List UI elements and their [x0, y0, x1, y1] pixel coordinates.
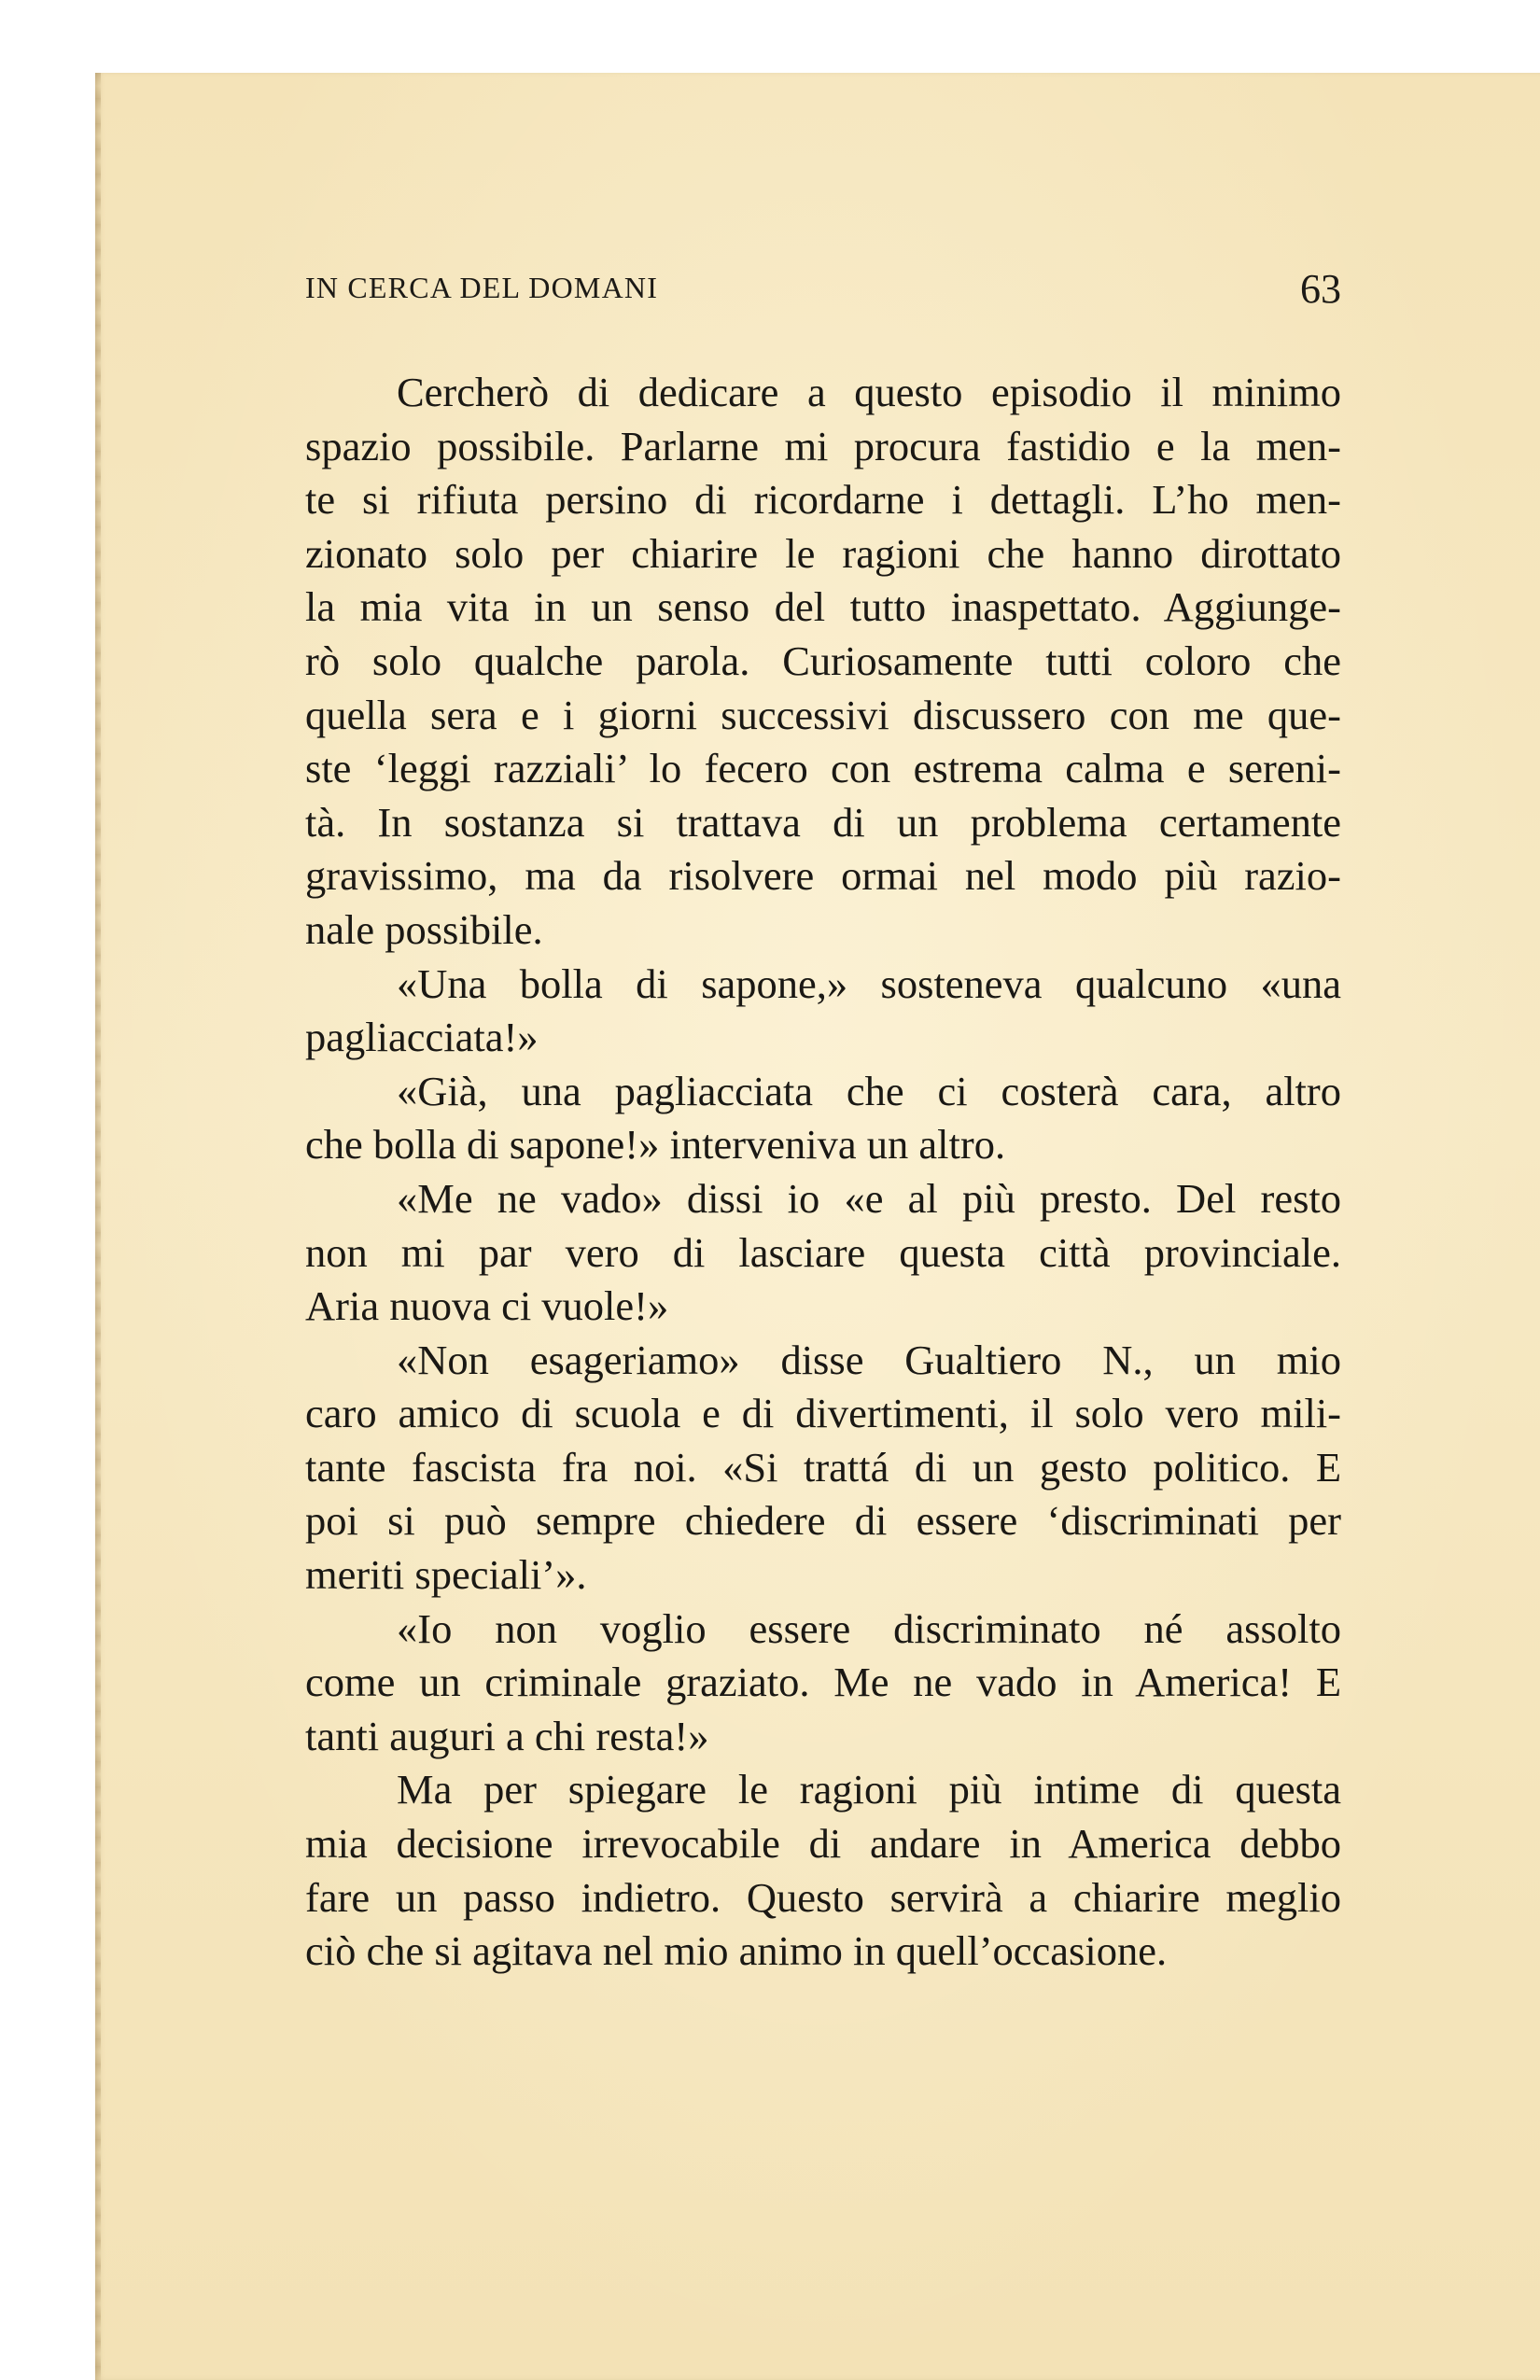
text-line: tà. In sostanza si trattava di un problema certamente [305, 798, 1341, 846]
paragraph [305, 1065, 1341, 1172]
text-line: rò solo qualche parola. Curiosamente tutti coloro che [305, 637, 1341, 684]
text-line: fare un passo indietro. Questo servirà a chiarire meglio [305, 1873, 1341, 1921]
text-line: Aria nuova ci vuole!» [305, 1282, 669, 1330]
text-line: Cercherò di dedicare a questo episodio il minimo [397, 369, 1341, 415]
text-line: ciò che si agitava nel mio animo in quell’occasione. [305, 1927, 1168, 1975]
text-line: come un criminale graziato. Me ne vado in America! E [305, 1659, 1341, 1706]
body-text [305, 366, 1341, 1979]
text-line: «Me ne vado» dissi io «e al più presto. Del resto [397, 1174, 1341, 1222]
text-line: «Una bolla di sapone,» sosteneva qualcuno «una [397, 959, 1341, 1007]
text-line: ste ‘leggi razziali’ lo fecero con estrema calma e sereni- [305, 745, 1341, 792]
text-line: «Già, una pagliacciata che ci costerà cara, altro [397, 1067, 1341, 1114]
text-line: «Non esageriamo» disse Gualtiero N., un mio [397, 1336, 1341, 1383]
paragraph [305, 958, 1341, 1065]
text-line: poi si può sempre chiedere di essere ‘discriminati per [305, 1497, 1341, 1545]
text-line: quella sera e i giorni successivi discussero con me que- [305, 691, 1341, 738]
text-line: Ma per spiegare le ragioni più intime di questa [397, 1766, 1341, 1813]
paragraph [305, 1603, 1341, 1764]
text-line: tante fascista fra noi. «Si trattá di un gesto politico. E [305, 1443, 1341, 1491]
text-line: tanti auguri a chi resta!» [305, 1712, 709, 1759]
text-line: meriti speciali’». [305, 1551, 587, 1599]
text-line: caro amico di scuola e di divertimenti, il solo vero mili- [305, 1390, 1341, 1437]
page-number: 63 [1300, 266, 1341, 312]
paragraph [305, 366, 1341, 958]
text-line: te si rifiuta persino di ricordarne i dettagli. L’ho men- [305, 476, 1341, 524]
text-line: che bolla di sapone!» interveniva un altro. [305, 1121, 1006, 1169]
running-head-title: IN CERCA DEL DOMANI [305, 271, 659, 304]
text-line: la mia vita in un senso del tutto inaspettato. Aggiunge- [305, 583, 1341, 631]
text-line: «Io non voglio essere discriminato né assolto [397, 1604, 1341, 1652]
text-line: pagliacciata!» [305, 1014, 539, 1061]
text-line: mia decisione irrevocabile di andare in America debbo [305, 1820, 1341, 1868]
text-line: zionato solo per chiarire le ragioni che hanno dirottato [305, 529, 1341, 577]
text-line: non mi par vero di lasciare questa città provinciale. [305, 1228, 1341, 1276]
paragraph [305, 1334, 1341, 1603]
paragraph [305, 1172, 1341, 1334]
text-line: gravissimo, ma da risolvere ormai nel modo più razio- [305, 852, 1341, 900]
text-line: spazio possibile. Parlarne mi procura fastidio e la men- [305, 422, 1341, 469]
paragraph [305, 1763, 1341, 1978]
page-header [305, 266, 1341, 312]
text-line: nale possibile. [305, 905, 543, 953]
